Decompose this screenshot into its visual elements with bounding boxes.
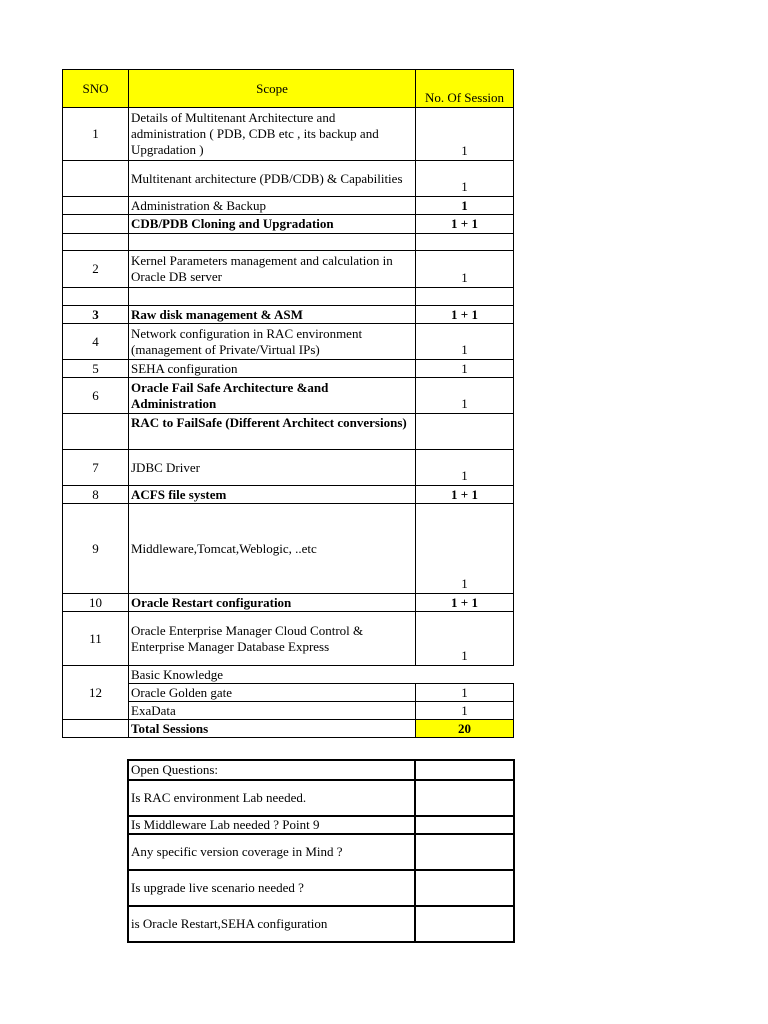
question-row bbox=[128, 760, 514, 780]
table-row bbox=[63, 161, 514, 197]
table-row bbox=[63, 702, 514, 720]
row-scope: CDB/PDB Cloning and Upgradation bbox=[129, 215, 416, 234]
row-scope: Oracle Golden gate bbox=[129, 684, 416, 702]
header-sessions: No. Of Session bbox=[416, 70, 514, 108]
question-answer bbox=[415, 780, 514, 816]
table-row bbox=[63, 288, 514, 306]
total-sno bbox=[63, 720, 129, 738]
total-value: 20 bbox=[416, 720, 514, 738]
question-text: Is RAC environment Lab needed. bbox=[128, 780, 415, 816]
question-text: Open Questions: bbox=[128, 760, 415, 780]
question-text: Is upgrade live scenario needed ? bbox=[128, 870, 415, 906]
row-scope: Network configuration in RAC environment (management of Private/Virtual IPs) bbox=[129, 324, 416, 360]
row-sno: 9 bbox=[63, 504, 129, 594]
scope-table bbox=[62, 69, 514, 738]
question-row bbox=[128, 906, 514, 942]
row-sessions: 1 bbox=[416, 684, 514, 702]
row-sno: 7 bbox=[63, 450, 129, 486]
row-scope: JDBC Driver bbox=[129, 450, 416, 486]
row-sno: 4 bbox=[63, 324, 129, 360]
row-sno: 11 bbox=[63, 612, 129, 666]
table-row bbox=[63, 666, 514, 684]
row-scope: Basic Knowledge bbox=[129, 666, 416, 684]
row-scope: Oracle Restart configuration bbox=[129, 594, 416, 612]
row-scope: ExaData bbox=[129, 702, 416, 720]
question-answer bbox=[415, 870, 514, 906]
row-scope: SEHA configuration bbox=[129, 360, 416, 378]
header-row bbox=[63, 70, 514, 108]
row-sno: 8 bbox=[63, 486, 129, 504]
question-row bbox=[128, 816, 514, 834]
header-sno: SNO bbox=[63, 70, 129, 108]
table-row bbox=[63, 108, 514, 161]
row-scope: Details of Multitenant Architecture and administration ( PDB, CDB etc , its backup and Upgradation ) bbox=[129, 108, 416, 161]
row-scope bbox=[129, 234, 416, 251]
row-sessions: 1 + 1 bbox=[416, 215, 514, 234]
question-answer bbox=[415, 906, 514, 942]
row-sno bbox=[63, 215, 129, 234]
table-row bbox=[63, 486, 514, 504]
row-sessions: 1 bbox=[416, 612, 514, 666]
row-sessions: 1 bbox=[416, 702, 514, 720]
row-sessions: 1 + 1 bbox=[416, 594, 514, 612]
row-sno: 3 bbox=[63, 306, 129, 324]
questions-table bbox=[127, 759, 515, 943]
table-row bbox=[63, 306, 514, 324]
total-row bbox=[63, 720, 514, 738]
table-row bbox=[63, 378, 514, 414]
question-text: is Oracle Restart,SEHA configuration bbox=[128, 906, 415, 942]
row-sessions bbox=[416, 288, 514, 306]
question-answer bbox=[415, 760, 514, 780]
row-sessions: 1 bbox=[416, 450, 514, 486]
table-row bbox=[63, 197, 514, 215]
row-sno: 6 bbox=[63, 378, 129, 414]
row-scope: Raw disk management & ASM bbox=[129, 306, 416, 324]
row-sessions: 1 bbox=[416, 360, 514, 378]
row-scope: Oracle Enterprise Manager Cloud Control & Enterprise Manager Database Express bbox=[129, 612, 416, 666]
row-scope bbox=[129, 288, 416, 306]
table-row bbox=[63, 450, 514, 486]
row-sessions: 1 bbox=[416, 504, 514, 594]
row-sessions: 1 + 1 bbox=[416, 486, 514, 504]
question-answer bbox=[415, 816, 514, 834]
table-row bbox=[63, 251, 514, 288]
row-sessions: 1 bbox=[416, 161, 514, 197]
row-sessions: 1 bbox=[416, 108, 514, 161]
row-sno bbox=[63, 288, 129, 306]
row-sno: 10 bbox=[63, 594, 129, 612]
row-scope: Kernel Parameters management and calculation in Oracle DB server bbox=[129, 251, 416, 288]
row-scope: ACFS file system bbox=[129, 486, 416, 504]
row-sessions: 1 bbox=[416, 324, 514, 360]
table-row bbox=[63, 504, 514, 594]
table-row bbox=[63, 324, 514, 360]
row-sessions bbox=[416, 414, 514, 450]
row-scope: Middleware,Tomcat,Weblogic, ..etc bbox=[129, 504, 416, 594]
row-sno: 1 bbox=[63, 108, 129, 161]
row-sno bbox=[63, 197, 129, 215]
question-answer bbox=[415, 834, 514, 870]
row-sno bbox=[63, 161, 129, 197]
row-scope: Administration & Backup bbox=[129, 197, 416, 215]
question-row bbox=[128, 870, 514, 906]
row-sessions: 1 + 1 bbox=[416, 306, 514, 324]
row-scope: RAC to FailSafe (Different Architect conversions) bbox=[129, 414, 416, 450]
header-scope: Scope bbox=[129, 70, 416, 108]
row-scope: Oracle Fail Safe Architecture &and Administration bbox=[129, 378, 416, 414]
row-sno: 5 bbox=[63, 360, 129, 378]
table-row bbox=[63, 594, 514, 612]
question-text: Any specific version coverage in Mind ? bbox=[128, 834, 415, 870]
row-scope: Multitenant architecture (PDB/CDB) & Capabilities bbox=[129, 161, 416, 197]
row-sno bbox=[63, 414, 129, 450]
table-row bbox=[63, 414, 514, 450]
table-row bbox=[63, 234, 514, 251]
row-sessions: 1 bbox=[416, 197, 514, 215]
question-row bbox=[128, 834, 514, 870]
question-row bbox=[128, 780, 514, 816]
row-sno bbox=[63, 234, 129, 251]
table-row bbox=[63, 215, 514, 234]
table-row bbox=[63, 684, 514, 702]
row-sno: 12 bbox=[63, 666, 129, 720]
table-row bbox=[63, 612, 514, 666]
table-row bbox=[63, 360, 514, 378]
question-text: Is Middleware Lab needed ? Point 9 bbox=[128, 816, 415, 834]
row-sno: 2 bbox=[63, 251, 129, 288]
row-sessions: 1 bbox=[416, 378, 514, 414]
row-sessions bbox=[416, 234, 514, 251]
row-sessions: 1 bbox=[416, 251, 514, 288]
row-sessions bbox=[416, 666, 514, 684]
total-label: Total Sessions bbox=[129, 720, 416, 738]
